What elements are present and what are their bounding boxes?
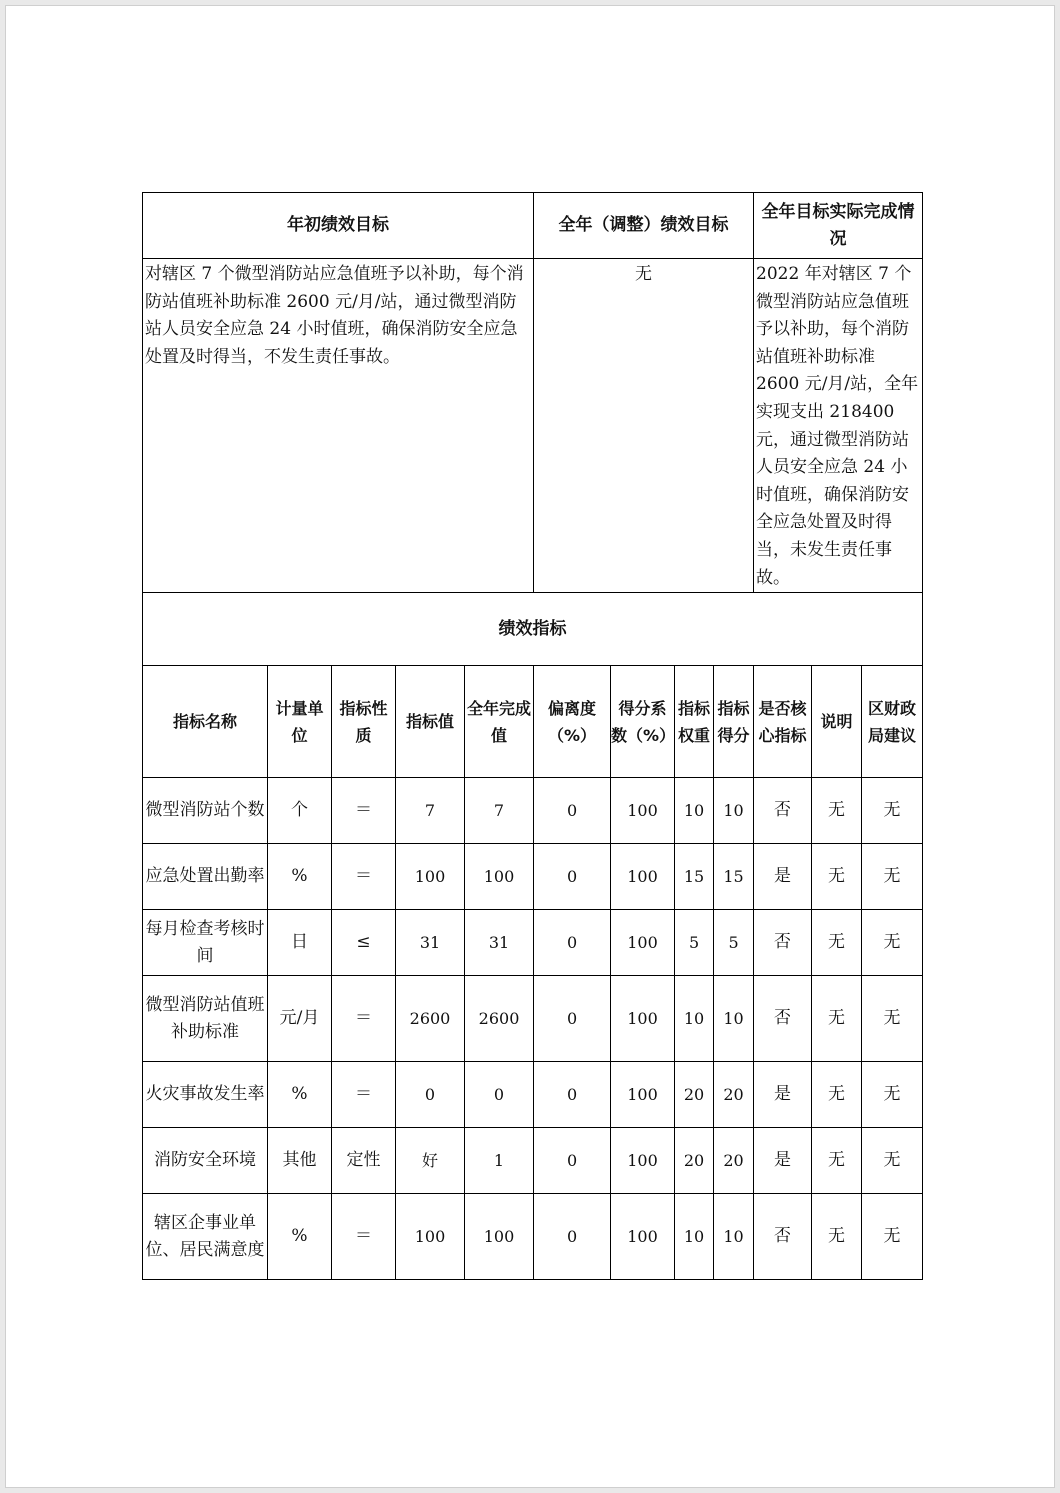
- table-row: [143, 1128, 923, 1194]
- nature-cell: 定性: [332, 1128, 396, 1194]
- goals-header-row: [143, 193, 923, 259]
- table-row: [143, 778, 923, 844]
- adjusted-goal-header: 全年（调整）绩效目标: [534, 193, 754, 259]
- completed-value-cell: 7: [465, 778, 534, 844]
- is-core-cell: 是: [754, 1128, 812, 1194]
- col-deviation: 偏离度（%）: [534, 666, 611, 778]
- is-core-cell: 是: [754, 844, 812, 910]
- table-row: [143, 844, 923, 910]
- actual-completion-text: 2022 年对辖区 7 个微型消防站应急值班予以补助，每个消防站值班补助标准 2600 元/月/站，全年实现支出 218400 元，通过微型消防站人员安全应急 24 小时值班，确保消防安全应急处置及时得当，未发生责任事故。: [754, 259, 923, 593]
- weight-cell: 10: [675, 976, 714, 1062]
- indicators-title-row: [143, 593, 923, 666]
- target-value-cell: 31: [396, 910, 465, 976]
- actual-completion-header: 全年目标实际完成情况: [754, 193, 923, 259]
- unit-cell: 其他: [268, 1128, 332, 1194]
- table-row: [143, 1062, 923, 1128]
- score-cell: 20: [714, 1062, 754, 1128]
- weight-cell: 15: [675, 844, 714, 910]
- finance-advice-cell: 无: [862, 844, 923, 910]
- score-coefficient-cell: 100: [611, 844, 675, 910]
- finance-advice-cell: 无: [862, 778, 923, 844]
- target-value-cell: 100: [396, 1194, 465, 1280]
- target-value-cell: 0: [396, 1062, 465, 1128]
- unit-cell: 个: [268, 778, 332, 844]
- nature-cell: ＝: [332, 1194, 396, 1280]
- is-core-cell: 否: [754, 778, 812, 844]
- note-cell: 无: [812, 910, 862, 976]
- weight-cell: 20: [675, 1062, 714, 1128]
- col-finance-advice: 区财政局建议: [862, 666, 923, 778]
- initial-goal-text: 对辖区 7 个微型消防站应急值班予以补助，每个消防站值班补助标准 2600 元/月/站，通过微型消防站人员安全应急 24 小时值班，确保消防安全应急处置及时得当，不发生责任事故。: [143, 259, 534, 593]
- indicator-columns-row: [143, 666, 923, 778]
- unit-cell: %: [268, 1194, 332, 1280]
- score-cell: 5: [714, 910, 754, 976]
- col-unit: 计量单位: [268, 666, 332, 778]
- col-is-core: 是否核心指标: [754, 666, 812, 778]
- indicator-name: 辖区企事业单位、居民满意度: [143, 1194, 268, 1280]
- performance-table: [142, 192, 923, 1280]
- score-coefficient-cell: 100: [611, 1194, 675, 1280]
- deviation-cell: 0: [534, 1128, 611, 1194]
- col-completed-value: 全年完成值: [465, 666, 534, 778]
- col-score-coefficient: 得分系数（%）: [611, 666, 675, 778]
- finance-advice-cell: 无: [862, 910, 923, 976]
- indicator-name: 应急处置出勤率: [143, 844, 268, 910]
- initial-goal-header: 年初绩效目标: [143, 193, 534, 259]
- score-coefficient-cell: 100: [611, 910, 675, 976]
- nature-cell: ＝: [332, 1062, 396, 1128]
- indicator-name: 微型消防站值班补助标准: [143, 976, 268, 1062]
- indicator-name: 消防安全环境: [143, 1128, 268, 1194]
- weight-cell: 20: [675, 1128, 714, 1194]
- finance-advice-cell: 无: [862, 1194, 923, 1280]
- indicators-title: 绩效指标: [143, 593, 923, 666]
- target-value-cell: 100: [396, 844, 465, 910]
- col-note: 说明: [812, 666, 862, 778]
- nature-cell: ≤: [332, 910, 396, 976]
- weight-cell: 5: [675, 910, 714, 976]
- deviation-cell: 0: [534, 1062, 611, 1128]
- col-score: 指标得分: [714, 666, 754, 778]
- col-nature: 指标性质: [332, 666, 396, 778]
- deviation-cell: 0: [534, 976, 611, 1062]
- deviation-cell: 0: [534, 1194, 611, 1280]
- target-value-cell: 好: [396, 1128, 465, 1194]
- completed-value-cell: 0: [465, 1062, 534, 1128]
- nature-cell: ＝: [332, 844, 396, 910]
- table-row: [143, 976, 923, 1062]
- unit-cell: 元/月: [268, 976, 332, 1062]
- completed-value-cell: 100: [465, 844, 534, 910]
- col-target-value: 指标值: [396, 666, 465, 778]
- indicator-name: 火灾事故发生率: [143, 1062, 268, 1128]
- adjusted-goal-text: 无: [534, 259, 754, 593]
- score-coefficient-cell: 100: [611, 1062, 675, 1128]
- table-row: [143, 1194, 923, 1280]
- score-coefficient-cell: 100: [611, 976, 675, 1062]
- finance-advice-cell: 无: [862, 1062, 923, 1128]
- is-core-cell: 否: [754, 910, 812, 976]
- target-value-cell: 7: [396, 778, 465, 844]
- is-core-cell: 否: [754, 976, 812, 1062]
- col-indicator-name: 指标名称: [143, 666, 268, 778]
- completed-value-cell: 31: [465, 910, 534, 976]
- is-core-cell: 否: [754, 1194, 812, 1280]
- goals-content-row: [143, 259, 923, 593]
- note-cell: 无: [812, 844, 862, 910]
- completed-value-cell: 2600: [465, 976, 534, 1062]
- nature-cell: ＝: [332, 976, 396, 1062]
- score-cell: 20: [714, 1128, 754, 1194]
- note-cell: 无: [812, 778, 862, 844]
- note-cell: 无: [812, 1194, 862, 1280]
- indicator-name: 每月检查考核时间: [143, 910, 268, 976]
- score-cell: 10: [714, 778, 754, 844]
- is-core-cell: 是: [754, 1062, 812, 1128]
- target-value-cell: 2600: [396, 976, 465, 1062]
- completed-value-cell: 100: [465, 1194, 534, 1280]
- completed-value-cell: 1: [465, 1128, 534, 1194]
- indicator-name: 微型消防站个数: [143, 778, 268, 844]
- note-cell: 无: [812, 1128, 862, 1194]
- score-cell: 10: [714, 976, 754, 1062]
- score-cell: 15: [714, 844, 754, 910]
- finance-advice-cell: 无: [862, 1128, 923, 1194]
- unit-cell: 日: [268, 910, 332, 976]
- table-row: [143, 910, 923, 976]
- nature-cell: ＝: [332, 778, 396, 844]
- weight-cell: 10: [675, 1194, 714, 1280]
- finance-advice-cell: 无: [862, 976, 923, 1062]
- deviation-cell: 0: [534, 910, 611, 976]
- note-cell: 无: [812, 976, 862, 1062]
- unit-cell: %: [268, 844, 332, 910]
- weight-cell: 10: [675, 778, 714, 844]
- deviation-cell: 0: [534, 778, 611, 844]
- unit-cell: %: [268, 1062, 332, 1128]
- deviation-cell: 0: [534, 844, 611, 910]
- score-cell: 10: [714, 1194, 754, 1280]
- col-weight: 指标权重: [675, 666, 714, 778]
- note-cell: 无: [812, 1062, 862, 1128]
- score-coefficient-cell: 100: [611, 1128, 675, 1194]
- document-page: [5, 5, 1055, 1488]
- score-coefficient-cell: 100: [611, 778, 675, 844]
